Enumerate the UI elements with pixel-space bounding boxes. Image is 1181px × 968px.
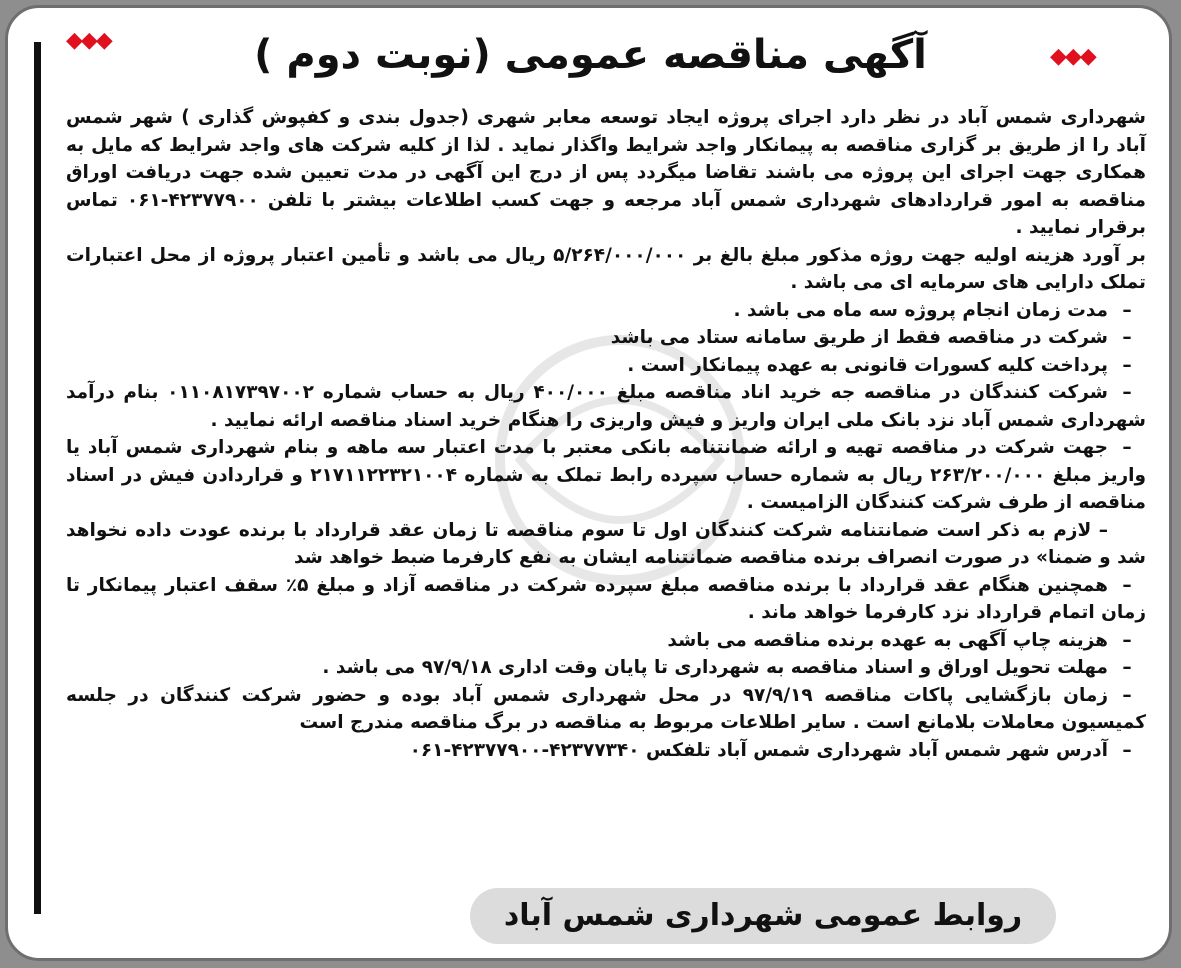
footer-banner: روابط عمومی شهرداری شمس آباد: [470, 888, 1056, 944]
list-item: – لازم به ذکر است ضمانتنامه شرکت کنندگان اول تا سوم مناقصه تا زمان عقد قرارداد با برنده عودت داده نخواهد شد و ضمنا» در صورت انصراف برنده مناقصه ضمانتنامه ایشان به نفع کارفرما ضبط خواهد شد: [66, 519, 1146, 568]
list-item: –مهلت تحویل اوراق و اسناد مناقصه به شهرداری تا پایان وقت اداری ۹۷/۹/۱۸ می باشد .: [322, 657, 1132, 678]
notice-title: آگهی مناقصه عمومی (نوبت دوم ): [254, 32, 927, 78]
list-item: –هزینه چاپ آگهی به عهده برنده مناقصه می باشد: [667, 629, 1132, 651]
list-item: –شرکت در مناقصه فقط از طریق سامانه ستاد می باشد: [610, 327, 1132, 348]
vertical-rule: [34, 42, 41, 914]
list-item: –جهت شرکت در مناقصه تهیه و ارائه ضمانتنامه بانکی معتبر با مدت اعتبار سه ماهه و بنام شهرداری شمس آباد یا واریز مبلغ ۲۶۳/۲۰۰/۰۰۰ ریال به شماره حساب سپرده رابط تملک به شماره ۲۱۷۱۱۲۲۳۲۱۰۰۴ و قراردادن فیش در اسناد مناقصه از طرف شرکت کنندگان الزامیست .: [66, 437, 1147, 513]
list-item: –زمان بازگشایی پاکات مناقصه ۹۷/۹/۱۹ در محل شهرداری شمس آباد بوده و حضور شرکت کنندگان در جلسه کمیسیون معاملات بلامانع است . سایر اطلاعات مربوط به مناقصه در برگ مناقصه مندرج است: [66, 684, 1146, 733]
notice-body: [66, 104, 1146, 764]
ornament-left: ◆◆◆: [66, 28, 111, 53]
budget-paragraph: بر آورد هزینه اولیه جهت روژه مذکور مبلغ بالغ بر ۵/۲۶۴/۰۰۰/۰۰۰ ریال می باشد و تأمین اعتبار پروژه از محل اعتبارات تملک دارایی های سرمایه ای می باشد .: [66, 244, 1146, 293]
list-item: –آدرس شهر شمس آباد شهرداری شمس آباد تلفکس ۴۲۳۷۷۳۴۰-۴۲۳۷۷۹۰۰-۰۶۱: [409, 739, 1132, 761]
list-item: –پرداخت کلیه کسورات قانونی به عهده پیمانکار است .: [627, 354, 1132, 376]
ornament-right: ◆◆◆: [1050, 44, 1095, 69]
list-item: –همچنین هنگام عقد قرارداد با برنده مناقصه مبلغ سپرده شرکت در مناقصه آزاد و مبلغ ۵٪ سقف اعتبار پیمانکار تا زمان اتمام قرارداد نزد کارفرما خواهد ماند .: [66, 574, 1146, 623]
intro-paragraph: شهرداری شمس آباد در نظر دارد اجرای پروژه ایجاد توسعه معابر شهری (جدول بندی و کفپوش گذاری ) شهر شمس آباد را از طریق بر گزاری مناقصه به پیمانکار واجد شرایط واگذار نماید . لذا از کلیه شرکت های واجد شرایط که مایل به همکاری جهت اجرای این پروژه می باشند تقاضا میگردد پس از درج این آگهی در مدت تعیین شده جهت دریافت اوراق مناقصه به امور قراردادهای شهرداری شمس آباد مرجعه و جهت کسب اطلاعات بیشتر با تلفن ۴۲۳۷۷۹۰۰-۰۶۱ تماس برقرار نمایید .: [66, 107, 1146, 238]
list-item: –شرکت کنندگان در مناقصه جه خرید اناد مناقصه مبلغ ۴۰۰/۰۰۰ ریال به حساب شماره ۰۱۱۰۸۱۷۳۹۷۰۰۲ بنام درآمد شهرداری شمس آباد نزد بانک ملی ایران واریز و فیش واریزی را هنگام خرید اسناد مناقصه ارائه نمایید .: [66, 382, 1146, 431]
list-item: –مدت زمان انجام پروژه سه ماه می باشد .: [733, 299, 1132, 321]
